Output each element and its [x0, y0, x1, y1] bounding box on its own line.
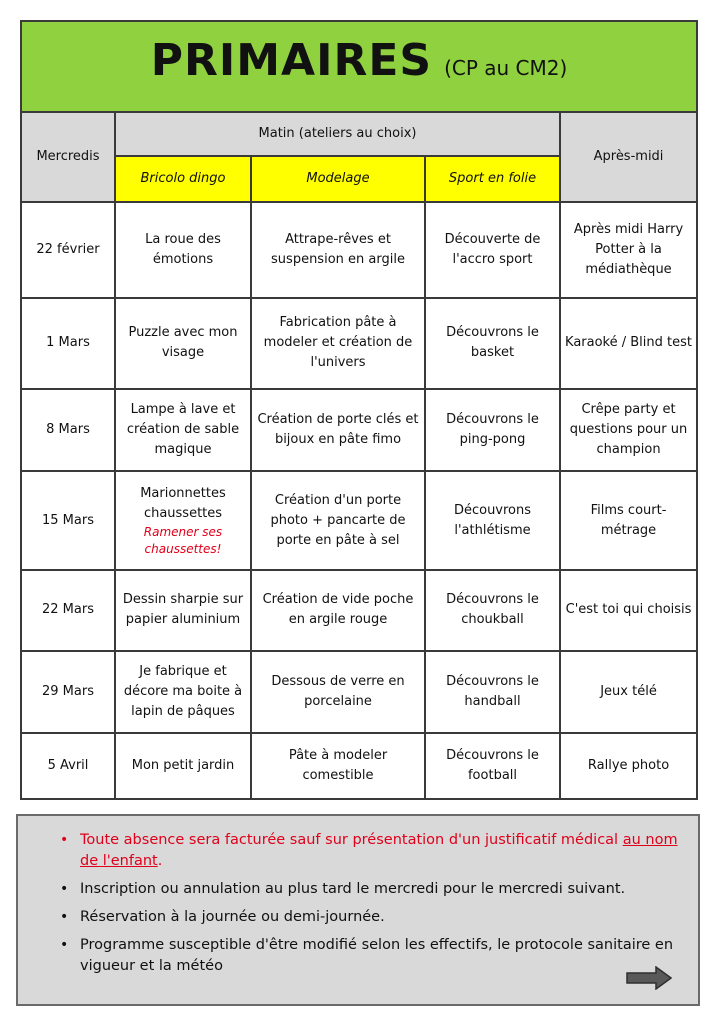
- row-date: 22 Mars: [21, 570, 115, 651]
- row-date: 22 février: [21, 202, 115, 298]
- cell-sport: Découverte de l'accro sport: [425, 202, 560, 298]
- cell-bricolo: Dessin sharpie sur papier aluminium: [115, 570, 251, 651]
- schedule-table: [20, 20, 698, 800]
- morning-header: Matin (ateliers au choix): [115, 112, 560, 156]
- cell-sport: Découvrons le choukball: [425, 570, 560, 651]
- title-banner: [21, 21, 697, 112]
- cell-bricolo: Mon petit jardin: [115, 733, 251, 799]
- cell-sport: Découvrons le handball: [425, 651, 560, 734]
- cell-bricolo: La roue des émotions: [115, 202, 251, 298]
- cell-sport: Découvrons le ping-pong: [425, 389, 560, 472]
- row-date: 1 Mars: [21, 298, 115, 389]
- cell-modelage: Pâte à modeler comestible: [251, 733, 425, 799]
- row-date: 29 Mars: [21, 651, 115, 734]
- cell-modelage: Fabrication pâte à modeler et création de l'univers: [251, 298, 425, 389]
- note-item: • Réservation à la journée ou demi-journée.: [62, 907, 678, 928]
- table-row: [21, 570, 697, 651]
- table-row: [21, 389, 697, 472]
- notes-box: [16, 814, 700, 1006]
- absence-note-text: Toute absence sera facturée sauf sur présentation d'un justificatif médical: [80, 832, 623, 848]
- workshop-header-bricolo: Bricolo dingo: [115, 156, 251, 202]
- cell-apres-midi: Après midi Harry Potter à la médiathèque: [560, 202, 697, 298]
- table-row: [21, 202, 697, 298]
- table-row: [21, 651, 697, 734]
- cell-apres-midi: Films court-métrage: [560, 471, 697, 570]
- cell-modelage: Dessous de verre en porcelaine: [251, 651, 425, 734]
- afternoon-header: Après-midi: [560, 112, 697, 203]
- day-column-header: Mercredis: [21, 112, 115, 203]
- note-item: • Programme susceptible d'être modifié selon les effectifs, le protocole sanitaire en vigueur et la météo: [62, 935, 678, 977]
- cell-modelage: Attrape-rêves et suspension en argile: [251, 202, 425, 298]
- cell-bricolo: [115, 471, 251, 570]
- cell-bricolo: Puzzle avec mon visage: [115, 298, 251, 389]
- cell-bricolo: Je fabrique et décore ma boite à lapin de pâques: [115, 651, 251, 734]
- cell-apres-midi: Rallye photo: [560, 733, 697, 799]
- cell-sport: Découvrons l'athlétisme: [425, 471, 560, 570]
- reminder-note: Ramener ses chaussettes!: [143, 524, 223, 556]
- row-date: 8 Mars: [21, 389, 115, 472]
- cell-modelage: Création de vide poche en argile rouge: [251, 570, 425, 651]
- page-title: PRIMAIRES: [150, 34, 433, 86]
- row-date: 15 Mars: [21, 471, 115, 570]
- cell-modelage: Création de porte clés et bijoux en pâte fimo: [251, 389, 425, 472]
- absence-note: [62, 830, 678, 872]
- absence-note-underlined: au nom de l'enfant: [80, 832, 678, 869]
- row-date: 5 Avril: [21, 733, 115, 799]
- page-subtitle: (CP au CM2): [444, 55, 568, 80]
- note-item: • Inscription ou annulation au plus tard le mercredi pour le mercredi suivant.: [62, 879, 678, 900]
- cell-sport: Découvrons le basket: [425, 298, 560, 389]
- arrow-right-icon[interactable]: [626, 966, 672, 990]
- table-row: [21, 733, 697, 799]
- cell-bricolo: Lampe à lave et création de sable magique: [115, 389, 251, 472]
- workshop-header-modelage: Modelage: [251, 156, 425, 202]
- table-row: [21, 298, 697, 389]
- cell-apres-midi: Jeux télé: [560, 651, 697, 734]
- cell-apres-midi: C'est toi qui choisis: [560, 570, 697, 651]
- cell-apres-midi: Crêpe party et questions pour un champion: [560, 389, 697, 472]
- absence-note-end: .: [157, 853, 163, 869]
- notes-list: [38, 830, 678, 977]
- cell-sport: Découvrons le football: [425, 733, 560, 799]
- table-row: [21, 471, 697, 570]
- cell-bricolo-text: Marionnettes chaussettes: [140, 485, 226, 521]
- cell-modelage: Création d'un porte photo + pancarte de porte en pâte à sel: [251, 471, 425, 570]
- cell-apres-midi: Karaoké / Blind test: [560, 298, 697, 389]
- workshop-header-sport: Sport en folie: [425, 156, 560, 202]
